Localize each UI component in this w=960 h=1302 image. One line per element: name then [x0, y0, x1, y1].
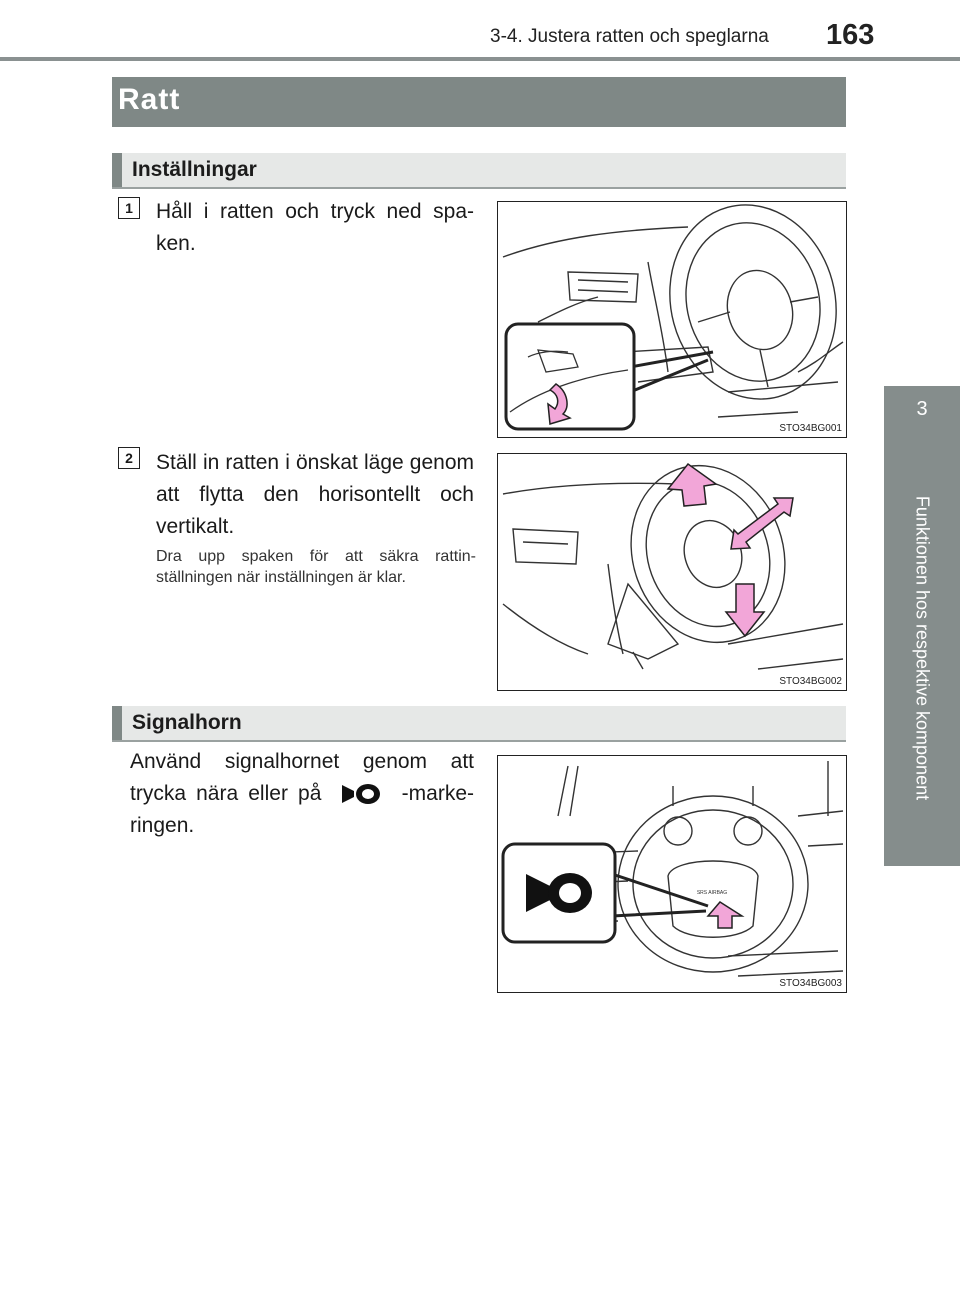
- title-bar: [112, 77, 846, 127]
- chapter-label: Funktionen hos respektive komponent: [912, 495, 933, 801]
- step-1-text: Håll i ratten och tryck ned spa-ken.: [156, 200, 474, 255]
- section-bar-settings: [112, 153, 846, 189]
- figure-code: STO34BG003: [779, 978, 842, 989]
- horn-text: [130, 746, 474, 842]
- figure-code: STO34BG001: [779, 423, 842, 434]
- horn-icon: [340, 781, 384, 807]
- figure-steering-adjust: [497, 453, 847, 691]
- section-heading: 3-4. Justera ratten och speglarna: [490, 26, 769, 47]
- section-title-horn: Signalhorn: [132, 711, 242, 734]
- horn-illustration: [498, 756, 846, 992]
- arrow-icon: [731, 498, 793, 549]
- step-2-note: Dra upp spaken för att säkra rattin-ställningen när inställningen är klar.: [156, 548, 476, 586]
- figure-code: STO34BG002: [779, 676, 842, 687]
- steering-lever-illustration: [498, 202, 846, 437]
- steering-adjust-illustration: [498, 454, 846, 690]
- step-1-number: 1: [118, 197, 140, 219]
- arrow-icon: [708, 902, 742, 928]
- section-marker: [112, 706, 122, 740]
- horn-text-before: Använd signalhornet genom att trycka nära eller på: [130, 750, 474, 805]
- section-bar-horn: [112, 706, 846, 742]
- step-2-text: Ställ in ratten i önskat läge genom att flytta den horisontellt och vertikalt.: [156, 451, 474, 538]
- figure-horn: [497, 755, 847, 993]
- arrow-icon: [726, 584, 764, 636]
- airbag-label: SRS AIRBAG: [696, 890, 728, 896]
- step-2-number: 2: [118, 447, 140, 469]
- page-number: 163: [826, 19, 875, 51]
- section-marker: [112, 153, 122, 187]
- header-divider: [0, 57, 960, 61]
- page-title: Ratt: [118, 83, 181, 116]
- horn-text-after: -marke-ringen.: [130, 782, 475, 837]
- section-title-settings: Inställningar: [132, 158, 257, 181]
- chapter-number: 3: [916, 398, 928, 420]
- horn-icon: [526, 873, 592, 913]
- figure-steering-lever: [497, 201, 847, 438]
